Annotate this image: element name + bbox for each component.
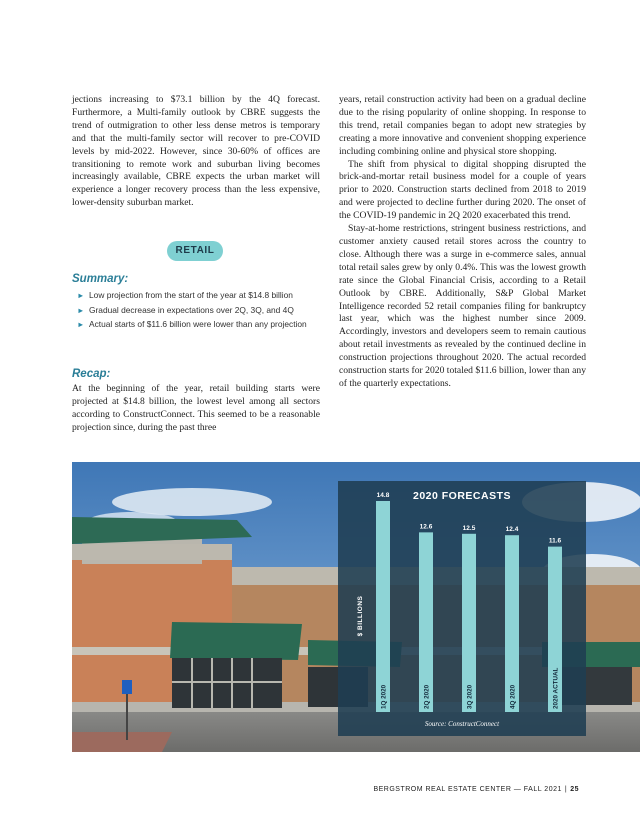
triangle-bullet-icon: ► xyxy=(77,305,85,315)
chart-category-label: 2020 ACTUAL xyxy=(552,667,560,709)
chart-category-label: 4Q 2020 xyxy=(509,684,517,709)
right-column xyxy=(339,94,586,391)
chart-category-label: 3Q 2020 xyxy=(466,684,474,709)
publication-name: BERGSTROM REAL ESTATE CENTER — FALL 2021 xyxy=(373,786,562,793)
summary-heading: Summary: xyxy=(72,273,129,285)
right-paragraph-2: The shift from physical to digital shopping disrupted the brick-and-mortar retail business model for a couple of years prior to 2020. Construction starts declined from 2018 to 2019 and were projected to decline further during 2020. The onset of the COVID-19 pandemic in 2Q 2020 exacerbated this trend. xyxy=(339,158,586,222)
page-footer xyxy=(373,786,579,793)
summary-item-text: Actual starts of $11.6 billion were lower than any projection xyxy=(89,319,307,329)
chart-title: 2020 FORECASTS xyxy=(412,490,512,502)
left-column xyxy=(72,94,320,210)
summary-item xyxy=(77,290,322,302)
retail-section-pill: RETAIL xyxy=(167,241,223,261)
footer-separator: | xyxy=(564,786,568,793)
chart-value-label: 12.5 xyxy=(462,524,476,532)
chart-value-label: 12.4 xyxy=(505,526,519,534)
forecast-chart xyxy=(338,481,586,736)
right-paragraph-1: years, retail construction activity had been on a gradual decline due to the rising popularity of online shopping. In response to this trend, retail companies began to adopt new strategies by creating a more innovative and convenient shopping experience including combining online and physical store shopping. xyxy=(339,94,586,157)
recap-paragraph: At the beginning of the year, retail building starts were projected at $14.8 billion, the lowest level among all sectors according to ConstructConnect. This seemed to be a reasonable projection since, during the past three xyxy=(72,383,320,433)
chart-value-label: 11.6 xyxy=(548,537,562,545)
triangle-bullet-icon: ► xyxy=(77,320,85,329)
recap-heading: Recap: xyxy=(72,368,111,380)
chart-source: Source: ConstructConnect xyxy=(424,720,500,728)
left-paragraph-1: jections increasing to $73.1 billion by the 4Q forecast. Furthermore, a Multi-family outlook by CBRE suggests the trend of outmigration to other less dense metros is temporary and that the multi-family sector will recover to pre-COVID levels by mid-2022. However, since 30-60% of offices are transitioning to remote work and suburban living becomes increasingly available, CBRE expects the urban market will experience a longer recovery process than the less expensive, lower-density suburban market. xyxy=(72,94,320,209)
triangle-bullet-icon: ► xyxy=(77,291,85,300)
right-paragraph-3: Stay-at-home restrictions, stringent business restrictions, and customer anxiety caused retail stores across the country to close. Although there was a surge in e-commerce sales, annual total retail sales grew by only 0.4%. This was the lowest growth rate since the Global Financial Crisis, according to a Retail Outlook by CBRE. Additionally, S&P Global Market Intelligence recorded 52 retail companies filing for bankruptcy last year, which was the highest number since 2009. Accordingly, investors and developers seem to remain cautious about retail investments as revealed by the continued decline in construction projections throughout 2020. The actual recorded construction starts for 2020 totaled $11.6 billion, lower than any of the quarterly expectations. xyxy=(339,223,586,389)
chart-category-label: 2Q 2020 xyxy=(423,684,431,709)
summary-item-text: Low projection from the start of the year at $14.8 billion xyxy=(89,290,293,300)
summary-item xyxy=(77,305,322,317)
summary-item xyxy=(77,319,322,331)
chart-bar xyxy=(376,501,390,712)
summary-item-text: Gradual decrease in expectations over 2Q, 3Q, and 4Q xyxy=(89,304,294,315)
chart-category-label: 1Q 2020 xyxy=(380,684,388,709)
summary-list xyxy=(77,290,322,334)
page-number: 25 xyxy=(570,786,579,793)
chart-y-axis-label: $ BILLIONS xyxy=(357,595,364,637)
forecast-chart-svg xyxy=(338,481,586,736)
chart-value-label: 14.8 xyxy=(376,492,390,499)
chart-value-label: 12.6 xyxy=(419,523,433,531)
